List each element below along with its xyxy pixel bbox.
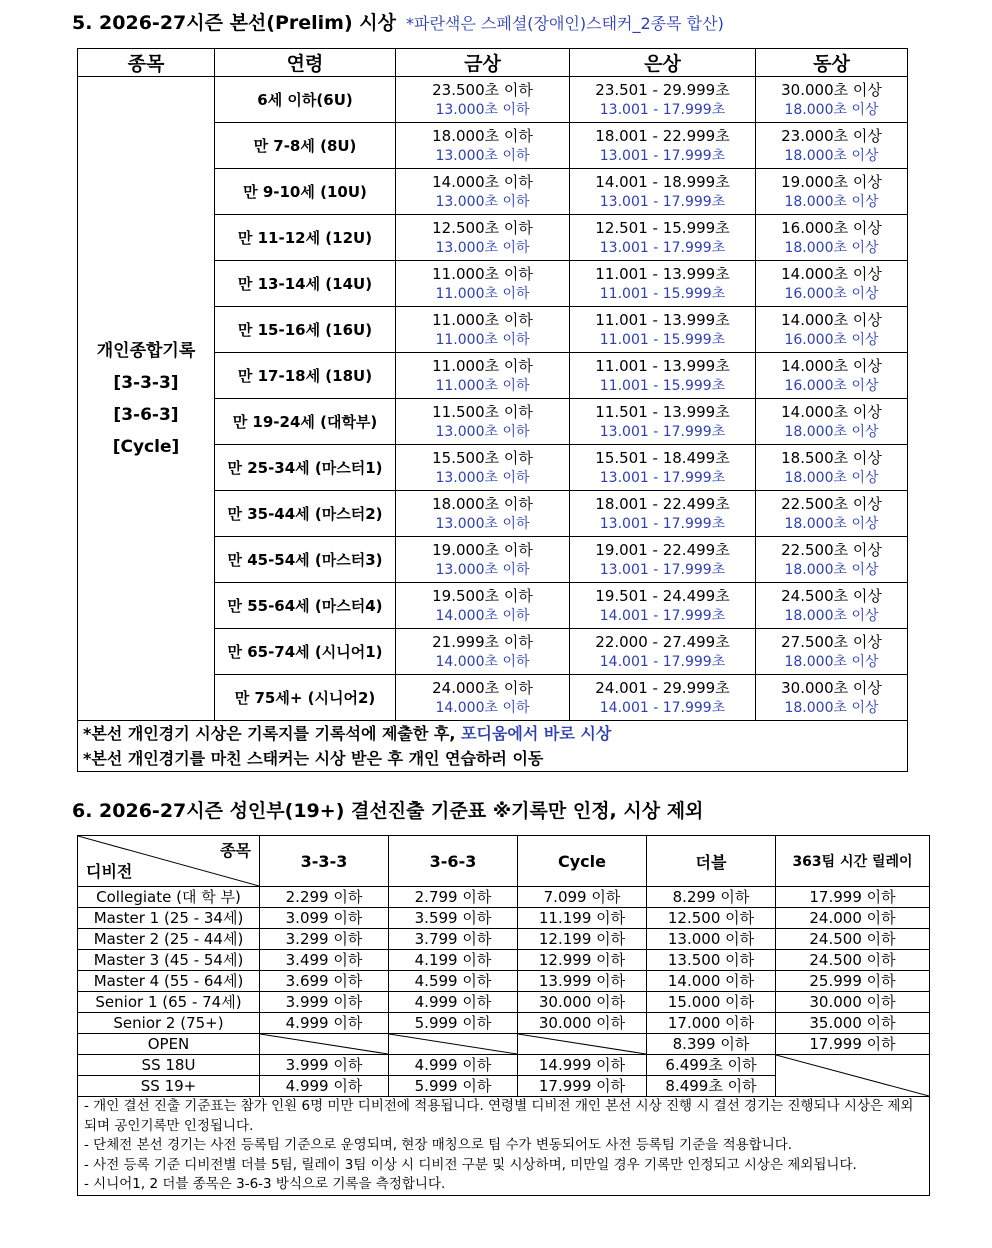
- bronze-special-record: 18.000초 이상: [784, 101, 879, 118]
- gold-special-record: 14.000초 이하: [435, 607, 530, 624]
- 363-cell: 5.999 이하: [389, 1076, 518, 1097]
- not-applicable-cell: [776, 1055, 930, 1097]
- corner-event-label: 종목: [220, 841, 251, 860]
- 363-cell: 4.999 이하: [389, 1055, 518, 1076]
- bronze-record: 24.500초 이상: [781, 586, 882, 605]
- double-cell: 15.000 이하: [647, 992, 776, 1013]
- gold-record: 23.500초 이하: [432, 80, 533, 99]
- division-cell: Senior 1 (65 - 74세): [78, 992, 260, 1013]
- division-cell: Master 1 (25 - 34세): [78, 908, 260, 929]
- silver-special-record: 13.001 - 17.999초: [599, 561, 726, 578]
- 333-cell: 3.299 이하: [260, 929, 389, 950]
- cycle-cell: 12.999 이하: [518, 950, 647, 971]
- silver-cell: [570, 399, 756, 445]
- footnote-1-text: *본선 개인경기 시상은 기록지를 기록석에 제출한 후,: [83, 724, 456, 743]
- bronze-record: 14.000초 이상: [781, 310, 882, 329]
- cycle-cell: 7.099 이하: [518, 887, 647, 908]
- age-cell: 만 11-12세 (12U): [215, 215, 396, 261]
- bronze-cell: [756, 399, 908, 445]
- silver-record: 18.001 - 22.999초: [595, 126, 730, 145]
- gold-cell: [396, 537, 570, 583]
- note-line: - 시니어1, 2 더블 종목은 3-6-3 방식으로 기록을 측정합니다.: [84, 1176, 446, 1192]
- gold-special-record: 13.000초 이하: [435, 469, 530, 486]
- diagonal-line: [260, 1034, 388, 1054]
- note-line: - 단체전 본선 경기는 사전 등록팀 기준으로 운영되며, 현장 매칭으로 팀 수가 변동되어도 사전 등록팀 기준을 적용합니다.: [84, 1137, 793, 1153]
- double-cell: 13.500 이하: [647, 950, 776, 971]
- 363-cell: 5.999 이하: [389, 1013, 518, 1034]
- silver-special-record: 14.001 - 17.999초: [599, 653, 726, 670]
- bronze-record: 30.000초 이상: [781, 678, 882, 697]
- finals-row: [78, 992, 930, 1013]
- silver-record: 23.501 - 29.999초: [595, 80, 730, 99]
- gold-cell: [396, 399, 570, 445]
- silver-record: 22.000 - 27.499초: [595, 632, 730, 651]
- gold-record: 21.999초 이하: [432, 632, 533, 651]
- bronze-special-record: 18.000초 이상: [784, 147, 879, 164]
- section5-note: *파란색은 스페셜(장애인)스태커_2종목 합산): [406, 14, 724, 33]
- gold-special-record: 11.000초 이하: [435, 285, 530, 302]
- section5-title-text: 5. 2026-27시즌 본선(Prelim) 시상: [72, 12, 396, 34]
- silver-record: 11.001 - 13.999초: [595, 310, 730, 329]
- double-cell: 17.000 이하: [647, 1013, 776, 1034]
- 333-cell: 3.999 이하: [260, 1055, 389, 1076]
- silver-special-record: 13.001 - 17.999초: [599, 193, 726, 210]
- gold-cell: [396, 307, 570, 353]
- silver-special-record: 11.001 - 15.999초: [599, 285, 726, 302]
- bronze-record: 22.500초 이상: [781, 494, 882, 513]
- relay-cell: 24.000 이하: [776, 908, 930, 929]
- bronze-cell: [756, 307, 908, 353]
- silver-record: 11.501 - 13.999초: [595, 402, 730, 421]
- bronze-record: 14.000초 이상: [781, 264, 882, 283]
- prelim-footnote-row: [78, 721, 908, 747]
- silver-special-record: 13.001 - 17.999초: [599, 239, 726, 256]
- silver-record: 19.501 - 24.499초: [595, 586, 730, 605]
- not-applicable-cell: [260, 1034, 389, 1055]
- 363-cell: 4.999 이하: [389, 992, 518, 1013]
- gold-record: 11.000초 이하: [432, 310, 533, 329]
- finals-row: [78, 971, 930, 992]
- finals-notes: [78, 1097, 930, 1196]
- 363-cell: 4.199 이하: [389, 950, 518, 971]
- gold-special-record: 14.000초 이하: [435, 699, 530, 716]
- age-cell: 만 19-24세 (대학부): [215, 399, 396, 445]
- bronze-cell: [756, 491, 908, 537]
- bronze-record: 14.000초 이상: [781, 356, 882, 375]
- bronze-record: 16.000초 이상: [781, 218, 882, 237]
- bronze-cell: [756, 629, 908, 675]
- 333-cell: 3.999 이하: [260, 992, 389, 1013]
- gold-cell: [396, 583, 570, 629]
- gold-special-record: 13.000초 이하: [435, 239, 530, 256]
- not-applicable-cell: [389, 1034, 518, 1055]
- gold-special-record: 13.000초 이하: [435, 147, 530, 164]
- bronze-special-record: 18.000초 이상: [784, 423, 879, 440]
- silver-record: 12.501 - 15.999초: [595, 218, 730, 237]
- silver-cell: [570, 123, 756, 169]
- bronze-record: 18.500초 이상: [781, 448, 882, 467]
- header-333: 3-3-3: [260, 836, 389, 887]
- silver-cell: [570, 77, 756, 123]
- gold-cell: [396, 169, 570, 215]
- age-cell: 6세 이하(6U): [215, 77, 396, 123]
- silver-special-record: 11.001 - 15.999초: [599, 377, 726, 394]
- relay-cell: 17.999 이하: [776, 887, 930, 908]
- gold-special-record: 14.000초 이하: [435, 653, 530, 670]
- event-cell: [78, 77, 215, 721]
- gold-special-record: 13.000초 이하: [435, 423, 530, 440]
- age-cell: 만 17-18세 (18U): [215, 353, 396, 399]
- 333-cell: 4.999 이하: [260, 1013, 389, 1034]
- relay-cell: 30.000 이하: [776, 992, 930, 1013]
- cycle-cell: 12.199 이하: [518, 929, 647, 950]
- finals-row: [78, 1013, 930, 1034]
- bronze-record: 22.500초 이상: [781, 540, 882, 559]
- event-line: [3-3-3]: [113, 372, 179, 393]
- division-cell: OPEN: [78, 1034, 260, 1055]
- silver-cell: [570, 215, 756, 261]
- header-bronze: 동상: [756, 49, 908, 77]
- silver-record: 24.001 - 29.999초: [595, 678, 730, 697]
- finals-header-row: [78, 836, 930, 887]
- age-cell: 만 65-74세 (시니어1): [215, 629, 396, 675]
- 333-cell: 3.699 이하: [260, 971, 389, 992]
- bronze-record: 14.000초 이상: [781, 402, 882, 421]
- 363-cell: 2.799 이하: [389, 887, 518, 908]
- age-cell: 만 9-10세 (10U): [215, 169, 396, 215]
- section5-title: [72, 8, 724, 35]
- silver-special-record: 13.001 - 17.999초: [599, 515, 726, 532]
- silver-cell: [570, 169, 756, 215]
- relay-cell: 35.000 이하: [776, 1013, 930, 1034]
- division-cell: Collegiate (대 학 부): [78, 887, 260, 908]
- bronze-cell: [756, 537, 908, 583]
- gold-record: 11.500초 이하: [432, 402, 533, 421]
- bronze-cell: [756, 169, 908, 215]
- diagonal-line: [776, 1055, 929, 1096]
- age-cell: 만 35-44세 (마스터2): [215, 491, 396, 537]
- silver-special-record: 13.001 - 17.999초: [599, 101, 726, 118]
- double-cell: 8.299 이하: [647, 887, 776, 908]
- age-cell: 만 25-34세 (마스터1): [215, 445, 396, 491]
- silver-record: 18.001 - 22.499초: [595, 494, 730, 513]
- age-cell: 만 15-16세 (16U): [215, 307, 396, 353]
- header-silver: 은상: [570, 49, 756, 77]
- silver-record: 11.001 - 13.999초: [595, 356, 730, 375]
- corner-division-label: 디비전: [86, 862, 133, 881]
- header-double: 더블: [647, 836, 776, 887]
- silver-cell: [570, 629, 756, 675]
- gold-cell: [396, 261, 570, 307]
- division-cell: Senior 2 (75+): [78, 1013, 260, 1034]
- finals-row: [78, 1055, 930, 1076]
- gold-record: 18.000초 이하: [432, 126, 533, 145]
- silver-special-record: 13.001 - 17.999초: [599, 147, 726, 164]
- silver-record: 15.501 - 18.499초: [595, 448, 730, 467]
- double-cell: 6.499초 이하: [647, 1055, 776, 1076]
- bronze-cell: [756, 583, 908, 629]
- bronze-cell: [756, 123, 908, 169]
- silver-record: 11.001 - 13.999초: [595, 264, 730, 283]
- age-cell: 만 7-8세 (8U): [215, 123, 396, 169]
- bronze-cell: [756, 353, 908, 399]
- note-line: - 개인 결선 진출 기준표는 참가 인원 6명 미만 디비전에 적용됩니다. 연령별 디비전 개인 본선 시상 진행 시 결선 경기는 진행되나 시상은 제외되며 공인기록만 인정됩니다.: [84, 1098, 914, 1134]
- event-line: [Cycle]: [112, 436, 180, 457]
- section6-title: 6. 2026-27시즌 성인부(19+) 결선진출 기준표 ※기록만 인정, 시상 제외: [72, 800, 704, 822]
- silver-special-record: 11.001 - 15.999초: [599, 331, 726, 348]
- gold-special-record: 13.000초 이하: [435, 193, 530, 210]
- bronze-record: 27.500초 이상: [781, 632, 882, 651]
- gold-cell: [396, 445, 570, 491]
- double-cell: 14.000 이하: [647, 971, 776, 992]
- gold-cell: [396, 675, 570, 721]
- silver-cell: [570, 307, 756, 353]
- silver-cell: [570, 583, 756, 629]
- gold-record: 11.000초 이하: [432, 264, 533, 283]
- double-cell: 8.399 이하: [647, 1034, 776, 1055]
- diagonal-line: [518, 1034, 646, 1054]
- relay-cell: 24.500 이하: [776, 929, 930, 950]
- silver-special-record: 13.001 - 17.999초: [599, 469, 726, 486]
- age-cell: 만 45-54세 (마스터3): [215, 537, 396, 583]
- silver-record: 19.001 - 22.499초: [595, 540, 730, 559]
- finals-row: [78, 887, 930, 908]
- gold-record: 11.000초 이하: [432, 356, 533, 375]
- double-cell: 12.500 이하: [647, 908, 776, 929]
- division-cell: Master 2 (25 - 44세): [78, 929, 260, 950]
- bronze-special-record: 16.000초 이상: [784, 285, 879, 302]
- prelim-header-row: [78, 49, 908, 77]
- gold-record: 15.500초 이하: [432, 448, 533, 467]
- division-cell: SS 18U: [78, 1055, 260, 1076]
- silver-cell: [570, 261, 756, 307]
- header-363: 3-6-3: [389, 836, 518, 887]
- prelim-footnote-row: [78, 746, 908, 772]
- header-event: 종목: [78, 49, 215, 77]
- cycle-cell: 30.000 이하: [518, 1013, 647, 1034]
- division-cell: SS 19+: [78, 1076, 260, 1097]
- silver-record: 14.001 - 18.999초: [595, 172, 730, 191]
- bronze-cell: [756, 77, 908, 123]
- finals-row: [78, 950, 930, 971]
- gold-record: 14.000초 이하: [432, 172, 533, 191]
- gold-cell: [396, 353, 570, 399]
- gold-special-record: 13.000초 이하: [435, 561, 530, 578]
- 333-cell: 3.099 이하: [260, 908, 389, 929]
- age-cell: 만 55-64세 (마스터4): [215, 583, 396, 629]
- relay-cell: 17.999 이하: [776, 1034, 930, 1055]
- gold-record: 12.500초 이하: [432, 218, 533, 237]
- gold-record: 18.000초 이하: [432, 494, 533, 513]
- 363-cell: 3.799 이하: [389, 929, 518, 950]
- relay-cell: 25.999 이하: [776, 971, 930, 992]
- cycle-cell: 11.199 이하: [518, 908, 647, 929]
- header-gold: 금상: [396, 49, 570, 77]
- header-corner: [78, 836, 260, 887]
- bronze-special-record: 18.000초 이상: [784, 653, 879, 670]
- footnote-1: [78, 721, 908, 747]
- event-line: 개인종합기록: [96, 340, 196, 361]
- bronze-record: 30.000초 이상: [781, 80, 882, 99]
- note-line: - 사전 등록 기준 디비전별 더블 5팀, 릴레이 3팀 이상 시 디비전 구분 및 시상하며, 미만일 경우 기록만 인정되고 시상은 제외됩니다.: [84, 1156, 857, 1173]
- gold-cell: [396, 77, 570, 123]
- age-cell: 만 75세+ (시니어2): [215, 675, 396, 721]
- gold-record: 19.000초 이하: [432, 540, 533, 559]
- 363-cell: 3.599 이하: [389, 908, 518, 929]
- cycle-cell: 13.999 이하: [518, 971, 647, 992]
- event-line: [3-6-3]: [113, 404, 179, 425]
- bronze-cell: [756, 445, 908, 491]
- cycle-cell: 17.999 이하: [518, 1076, 647, 1097]
- footnote-2: *본선 개인경기를 마친 스태커는 시상 받은 후 개인 연습하러 이동: [78, 746, 908, 772]
- gold-special-record: 11.000초 이하: [435, 331, 530, 348]
- gold-special-record: 13.000초 이하: [435, 515, 530, 532]
- bronze-cell: [756, 675, 908, 721]
- division-cell: Master 4 (55 - 64세): [78, 971, 260, 992]
- header-relay: 363팀 시간 릴레이: [776, 836, 930, 887]
- gold-record: 24.000초 이하: [432, 678, 533, 697]
- footnote-1-highlight: 포디움에서 바로 시상: [461, 724, 612, 743]
- not-applicable-cell: [518, 1034, 647, 1055]
- 333-cell: 3.499 이하: [260, 950, 389, 971]
- finals-notes-row: [78, 1097, 930, 1196]
- gold-record: 19.500초 이하: [432, 586, 533, 605]
- double-cell: 13.000 이하: [647, 929, 776, 950]
- prelim-row: [78, 77, 908, 123]
- bronze-special-record: 18.000초 이상: [784, 515, 879, 532]
- silver-cell: [570, 537, 756, 583]
- bronze-record: 19.000초 이상: [781, 172, 882, 191]
- silver-cell: [570, 445, 756, 491]
- gold-cell: [396, 215, 570, 261]
- header-cycle: Cycle: [518, 836, 647, 887]
- bronze-special-record: 16.000초 이상: [784, 377, 879, 394]
- double-cell: 8.499초 이하: [647, 1076, 776, 1097]
- finals-row: [78, 908, 930, 929]
- silver-cell: [570, 353, 756, 399]
- diagonal-line: [389, 1034, 517, 1054]
- gold-cell: [396, 629, 570, 675]
- gold-special-record: 11.000초 이하: [435, 377, 530, 394]
- finals-row: [78, 929, 930, 950]
- silver-special-record: 13.001 - 17.999초: [599, 423, 726, 440]
- cycle-cell: 30.000 이하: [518, 992, 647, 1013]
- gold-special-record: 13.000초 이하: [435, 101, 530, 118]
- 333-cell: 2.299 이하: [260, 887, 389, 908]
- bronze-cell: [756, 215, 908, 261]
- silver-special-record: 14.001 - 17.999초: [599, 607, 726, 624]
- cycle-cell: 14.999 이하: [518, 1055, 647, 1076]
- bronze-special-record: 18.000초 이상: [784, 239, 879, 256]
- bronze-special-record: 18.000초 이상: [784, 193, 879, 210]
- bronze-record: 23.000초 이상: [781, 126, 882, 145]
- silver-special-record: 14.001 - 17.999초: [599, 699, 726, 716]
- silver-cell: [570, 675, 756, 721]
- gold-cell: [396, 491, 570, 537]
- bronze-special-record: 18.000초 이상: [784, 607, 879, 624]
- prelim-award-table: [77, 48, 908, 772]
- bronze-special-record: 18.000초 이상: [784, 469, 879, 486]
- bronze-special-record: 18.000초 이상: [784, 699, 879, 716]
- finals-row: [78, 1034, 930, 1055]
- age-cell: 만 13-14세 (14U): [215, 261, 396, 307]
- gold-cell: [396, 123, 570, 169]
- 333-cell: 4.999 이하: [260, 1076, 389, 1097]
- 363-cell: 4.599 이하: [389, 971, 518, 992]
- finals-qualification-table: [77, 835, 930, 1196]
- header-age: 연령: [215, 49, 396, 77]
- bronze-special-record: 18.000초 이상: [784, 561, 879, 578]
- bronze-cell: [756, 261, 908, 307]
- division-cell: Master 3 (45 - 54세): [78, 950, 260, 971]
- silver-cell: [570, 491, 756, 537]
- relay-cell: 24.500 이하: [776, 950, 930, 971]
- bronze-special-record: 16.000초 이상: [784, 331, 879, 348]
